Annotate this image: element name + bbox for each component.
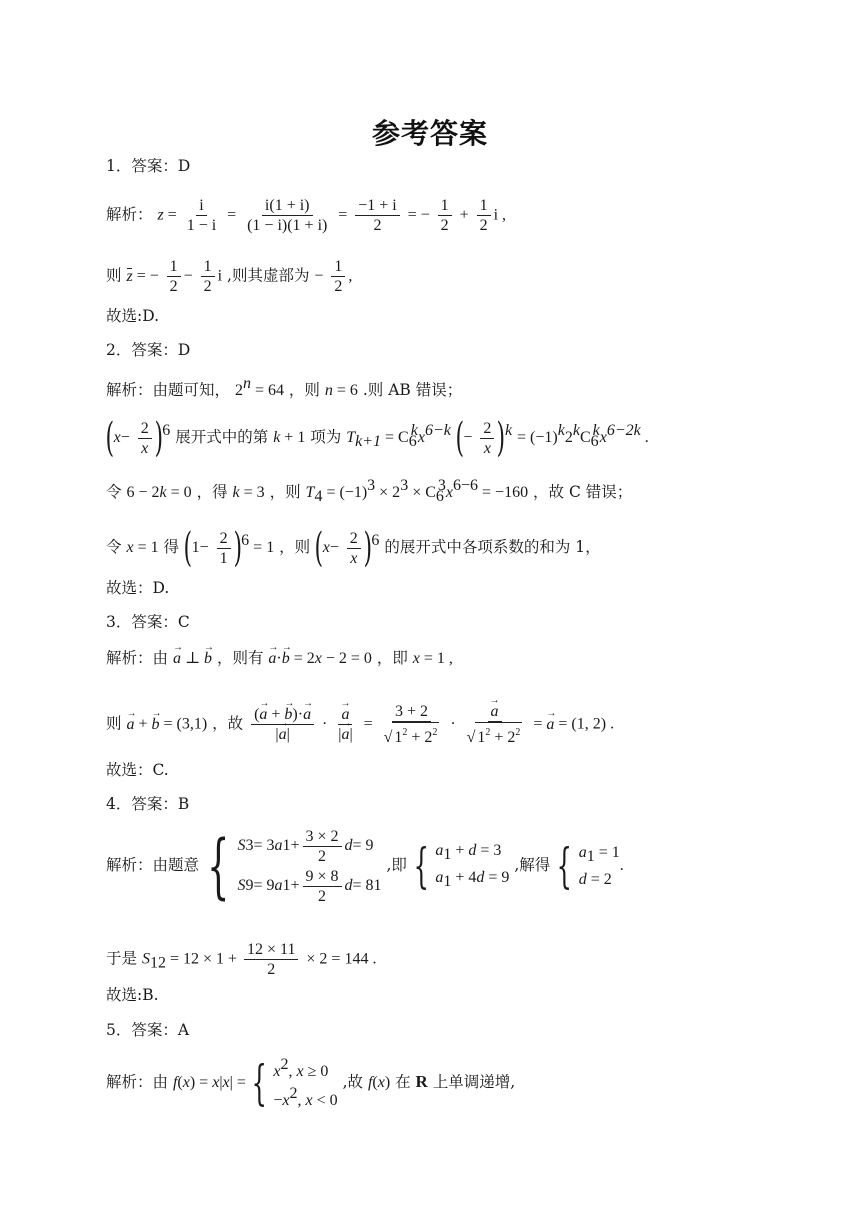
q2-line4-prefix: 令 bbox=[106, 538, 122, 556]
q4-line1-mid: ,即 bbox=[386, 856, 407, 874]
q2-line4-mid2: ，则 bbox=[279, 538, 311, 556]
q3-conclusion: 故选：C. bbox=[106, 761, 169, 779]
q3-answer: 3．答案：C bbox=[106, 613, 190, 631]
q2-line2-mid2: 项为 bbox=[310, 428, 342, 446]
q2-conclusion: 故选：D. bbox=[106, 579, 170, 597]
q1-conj-prefix: 则 bbox=[106, 266, 122, 285]
q5-line1: 解析：由 f(x) = x|x| = { $x^2$, x ≥ 0 $-x^2$, x < 0 ,故 f(x) 在 R 上单调递增, bbox=[106, 1055, 516, 1111]
q1-answer: 1．答案：D bbox=[106, 157, 191, 175]
q2-line3-suffix: ，故 C 错误； bbox=[533, 483, 633, 501]
q2-line2: (x− $\frac{2}{x}$ )$^6$ 展开式中的第 k + 1 项为 $T_{k+1} = C_6^kx^{6-k}$ (− $\frac{2}{x}$ )$^k = (-1)^k2^kC_6^kx^{6-2k}$ . bbox=[105, 415, 649, 461]
q3-line2-prefix: 则 bbox=[106, 714, 122, 733]
q2-line2-mid: 展开式中的第 bbox=[175, 428, 269, 446]
q2-line4-suffix: 的展开式中各项系数的和为 1， bbox=[384, 538, 601, 556]
q4-line2-prefix: 于是 bbox=[106, 949, 138, 968]
q2-line1-mid: ，则 bbox=[288, 381, 320, 399]
page-title: 参考答案 bbox=[371, 117, 488, 150]
q2-line4: 令 x = 1 得 (1− $\frac{2}{1}$ )$^6$ = 1 ，则 (x− $\frac{2}{x}$ )$^6$ 的展开式中各项系数的和为 1， bbox=[106, 525, 601, 571]
q1-conclusion: 故选:D. bbox=[106, 307, 160, 325]
q4-line2: 于是 $S_{12} = 12 \times 1$ + $\frac{12 \times 11}{2}$ × 2 = 144 . bbox=[106, 941, 377, 978]
q1-analysis-prefix: 解析： bbox=[106, 205, 153, 224]
q1-analysis-line: 解析： z = $\frac{i}{1 - i}$ = $\frac{i(1 + i)}{(1 - i)(1 + i)}$ = $\frac{-1 + i}{2}$ = − $\frac{1}{2}$ + $\frac{1}{2}$ i , bbox=[106, 197, 507, 234]
q1-conj-mid: ,则其虚部为 bbox=[227, 266, 310, 285]
q4-answer: 4．答案：B bbox=[106, 795, 190, 813]
q5-real-set-symbol: R bbox=[415, 1072, 428, 1091]
q2-line1: 解析：由题可知， $2^n = 64$ ，则 n = 6 .则 AB 错误； bbox=[106, 375, 463, 399]
q2-line4-mid: 得 bbox=[163, 538, 180, 556]
q3-line2-mid: ，故 bbox=[212, 714, 244, 733]
q3-line1-prefix: 解析：由 bbox=[106, 649, 169, 667]
q2-line1-prefix: 解析：由题可知， bbox=[106, 381, 231, 399]
q1-conjugate-line: 则 z = − $\frac{1}{2}$ − $\frac{1}{2}$ i ,则其虚部为 − $\frac{1}{2}$ , bbox=[106, 258, 353, 295]
q4-line1: 解析：由题意 { S 3 = 3 a 1 + $\frac{3 \times 2}{2}$ d = 9 S 9 = 9 a 1 + $\frac{9 \times 8}{2}$ d = 81 ,即 { $a_1 + d = 3$ $a_1 + 4d = 9$ ,解得 { $a_1 = 1$ d = 2 . bbox=[106, 825, 624, 907]
q4-line1-prefix: 解析：由题意 bbox=[106, 856, 200, 874]
q2-answer: 2．答案：D bbox=[106, 341, 191, 359]
q3-line1-mid: ，则有 bbox=[216, 649, 264, 667]
q5-line1-mid: ,故 bbox=[342, 1073, 363, 1091]
q4-line1-mid2: ,解得 bbox=[514, 856, 551, 874]
q4-conclusion: 故选:B. bbox=[106, 986, 159, 1004]
q3-line1-mid2: ，即 bbox=[376, 649, 408, 667]
q3-line1: 解析：由 → a ⊥ → b ，则有 → a·→ b = 2x − 2 = 0 ，即 x = 1 , bbox=[106, 648, 453, 669]
q5-answer: 5．答案：A bbox=[106, 1021, 190, 1039]
q5-line1-mid2: 在 bbox=[395, 1073, 411, 1091]
q2-line3-mid: ，得 bbox=[196, 483, 228, 501]
q5-line1-suffix: 上单调递增, bbox=[432, 1073, 516, 1091]
q2-line3-mid2: ，则 bbox=[269, 483, 301, 501]
q2-line3: 令 6 − 2k = 0 ，得 k = 3 ，则 $T_4 = (-1)^3 \times 2^3 \times C_6^3x^{6-6} = -160$ ，故 C 错误； bbox=[106, 477, 633, 505]
q2-line1-suffix: .则 AB 错误； bbox=[362, 381, 463, 399]
q5-line1-prefix: 解析：由 bbox=[106, 1073, 169, 1091]
q2-line3-prefix: 令 bbox=[106, 483, 122, 501]
q3-line2: 则 → a + → b = (3,1) ，故 $\frac{(\to a + \to b)\cdot\to a}{|\to a|}$ · → $\frac{a}{|\to a|}$ = $\frac{3 + 2}{√ 1^2 + 2^2}$ · → $\frac{a}{√ 1^2 + 2^2}$ = → a = (1, 2) . bbox=[106, 702, 614, 747]
